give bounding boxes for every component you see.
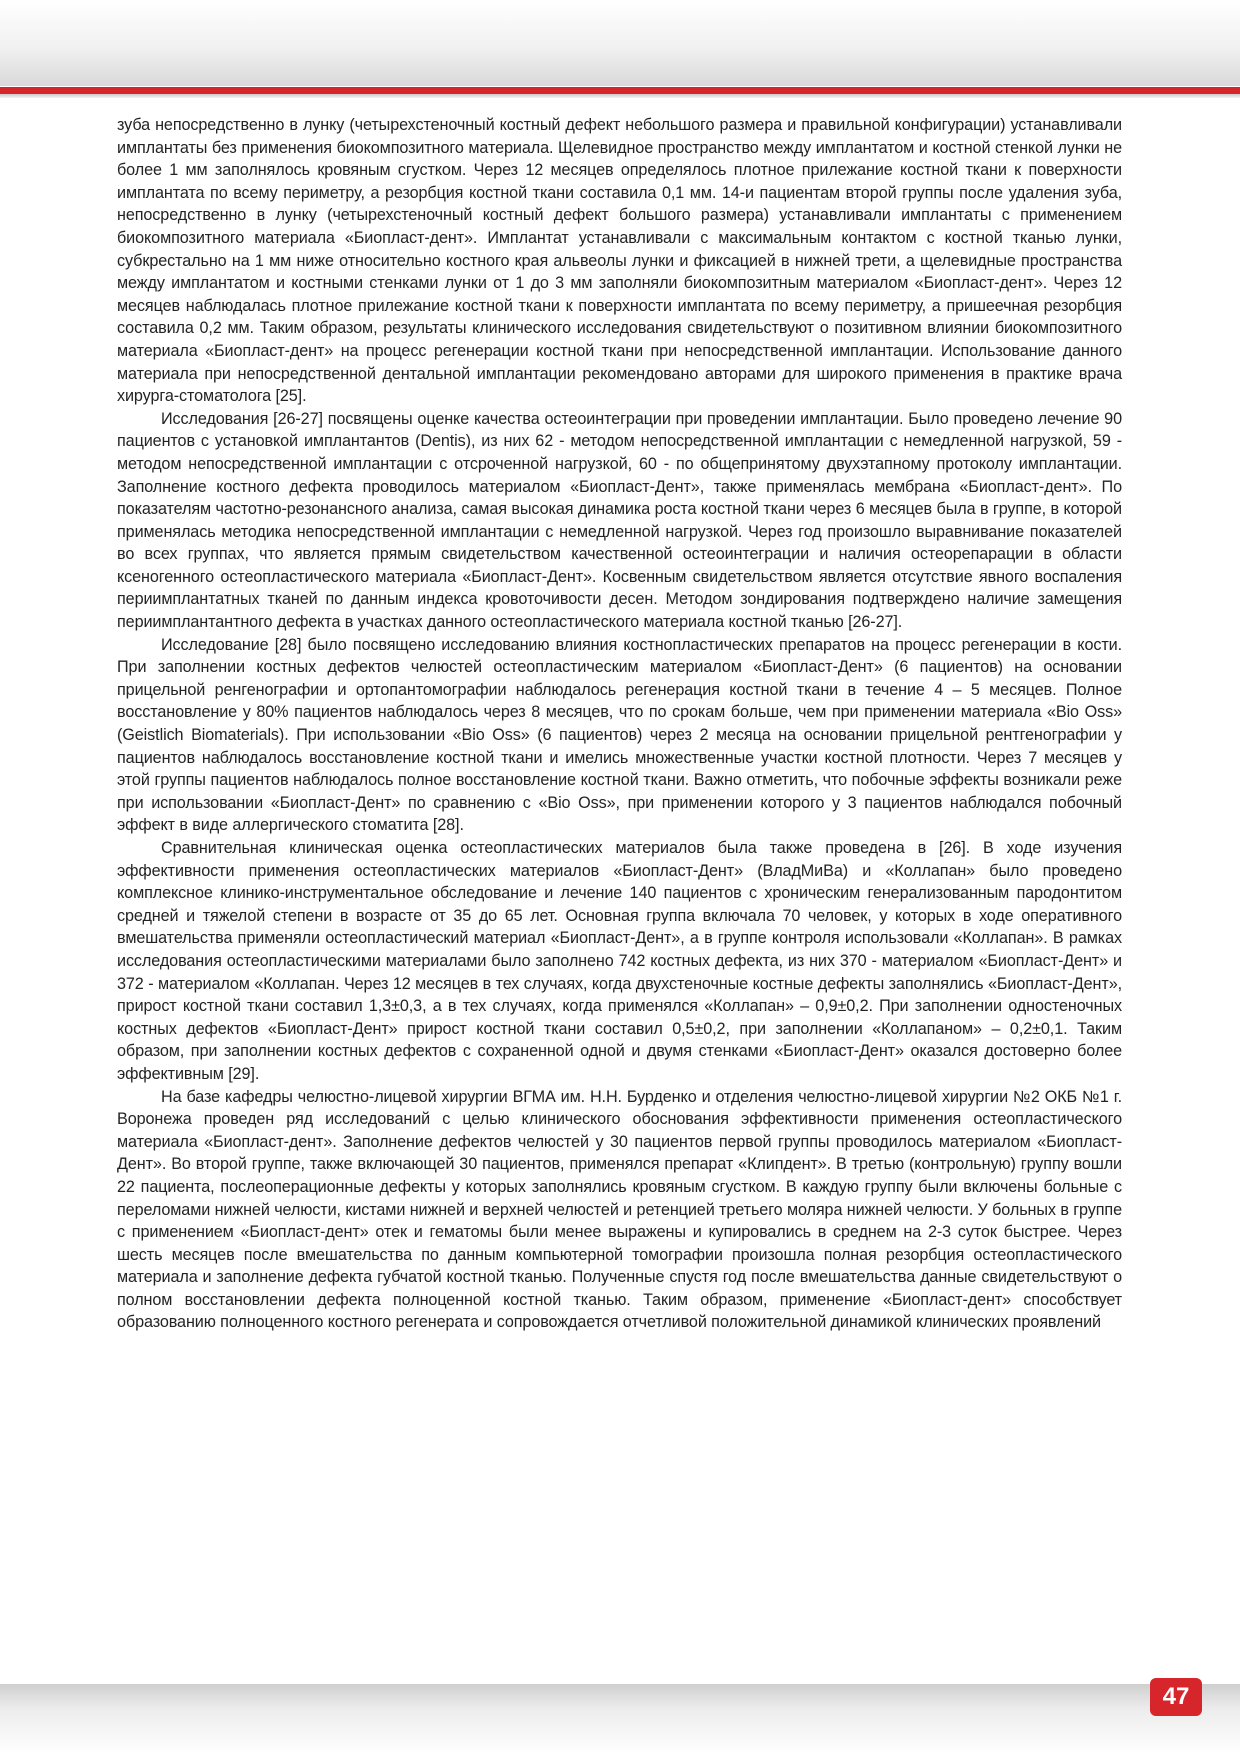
paragraph-4: Сравнительная клиническая оценка остеопластических материалов была также проведена в [26]. В ходе изучения эффективности применения остеопластических материалов «Биопласт-Дент» (ВладМиВа) и «Коллапан» было проведено комплексное клинико-инструментальное обследование и лечение 140 пациентов с хроническим генерализованным пародонтитом средней и тяжелой степени в возрасте от 35 до 65 лет. Основная группа включала 70 человек, у которых в ходе оперативного вмешательства применяли остеопластический материал «Биопласт-Дент», а в группе контроля использовали «Коллапан». В рамках исследования остеопластическими материалами было заполнено 742 костных дефекта, из них 370 - материалом «Биопласт-Дент» и 372 - материалом «Коллапан. Через 12 месяцев в тех случаях, когда двухстеночные костные дефекты заполнялись «Биопласт-Дент», прирост костной ткани составил 1,3±0,3, а в тех случаях, когда применялся «Коллапан» – 0,9±0,2. При заполнении одностеночных костных дефектов «Биопласт-Дент» прирост костной ткани составил 0,5±0,2, при заполнении «Коллапаном» – 0,2±0,1. Таким образом, при заполнении костных дефектов с сохраненной одной и двумя стенками «Биопласт-Дент» оказался достоверно более эффективным [29]. bbox=[117, 839, 1122, 1083]
header-band bbox=[0, 0, 1240, 86]
paragraph-5: На базе кафедры челюстно-лицевой хирургии ВГМА им. Н.Н. Бурденко и отделения челюстно-лицевой хирургии №2 ОКБ №1 г. Воронежа проведен ряд исследований с целью клинического обоснования эффективности применения остеопластического материала «Биопласт-дент». Заполнение дефектов челюстей у 30 пациентов первой группы проводилось материалом «Биопласт-Дент». Во второй группе, также включающей 30 пациентов, применялся препарат «Клипдент». В третью (контрольную) группу вошли 22 пациента, послеоперационные дефекты у которых заполнялись кровяным сгустком. В каждую группу были включены больные с переломами нижней челюсти, кистами нижней и верхней челюстей и ретенцией третьего моляра нижней челюсти. У больных в группе с применением «Биопласт-дент» отек и гематомы были менее выражены и купировались в среднем на 2-3 суток быстрее. Через шесть месяцев после вмешательства по данным компьютерной томографии произошла полная резорбция остеопластического материала и заполнение дефекта губчатой костной тканью. Полученные спустя год после вмешательства данные свидетельствуют о полном восстановлении дефекта полноценной костной тканью. Таким образом, применение «Биопласт-дент» способствует образованию полноценного костного регенерата и сопровождается отчетливой положительной динамикой клинических проявлений bbox=[117, 1087, 1122, 1332]
header-shadow bbox=[0, 94, 1240, 98]
paragraph-1: зуба непосредственно в лунку (четырехстеночный костный дефект небольшого размера и правильной конфигурации) устанавливали имплантаты без применения биокомпозитного материала. Щелевидное пространство между имплантатом и костной стенкой лунки не более 1 мм заполнялось кровяным сгустком. Через 12 месяцев определялось плотное прилежание костной ткани к поверхности имплантата по всему периметру, а резорбция костной ткани составила 0,1 мм. 14-и пациентам второй группы после удаления зуба, непосредственно в лунку (четырехстеночный костный дефект большого размера) устанавливали имплантаты с применением биокомпозитного материала «Биопласт-дент». Имплантат устанавливали с максимальным контактом с костной тканью лунки, субкрестально на 1 мм ниже относительно костного края альвеолы лунки и фиксацией в нижней трети, а щелевидные пространства между имплантатом и костными стенками лунки от 1 до 3 мм заполняли биокомпозитным материалом «Биопласт-дент». Через 12 месяцев наблюдалась плотное прилежание костной ткани к поверхности имплантата по всему периметру, а пришеечная резорбция составила 0,2 мм. Таким образом, результаты клинического исследования свидетельствуют о позитивном влиянии биокомпозитного материала «Биопласт-дент» на процесс регенерации костной ткани при непосредственной имплантации. Использование данного материала при непосредственной дентальной имплантации рекомендовано авторами для широкого применения в практике врача хирурга-стоматолога [25]. bbox=[117, 116, 1122, 406]
footer-band bbox=[0, 1684, 1240, 1754]
header-red-stripe bbox=[0, 87, 1240, 94]
page-number-badge: 47 bbox=[1150, 1678, 1202, 1716]
paragraph-2: Исследования [26-27] посвящены оценке качества остеоинтеграции при проведении имплантации. Было проведено лечение 90 пациентов с установкой имплантантов (Dentis), из них 62 - методом непосредственной имплантации с немедленной нагрузкой, 59 - методом непосредственной имплантации с отсроченной нагрузкой, 60 - по общепринятому двухэтапному протоколу имплантации. Заполнение костного дефекта проводилось материалом «Биопласт-Дент», также применялась мембрана «Биопласт-дент». По показателям частотно-резонансного анализа, самая высокая динамика роста костной ткани через 6 месяцев была в группе, в которой применялась методика непосредственной имплантации с немедленной нагрузкой. Через год произошло выравнивание показателей во всех группах, что является прямым свидетельством качественной остеоинтеграции и наличия остеорепарации в области ксеногенного остеопластического материала «Биопласт-Дент». Косвенным свидетельством является отсутствие явного воспаления периимплантатных тканей по данным индекса кровоточивости десен. Методом зондирования подтверждено наличие замещения периимплантантного дефекта в участках данного остеопластического материала костной тканью [26-27]. bbox=[117, 409, 1122, 632]
article-body bbox=[117, 114, 1122, 1334]
paragraph-3: Исследование [28] было посвящено исследованию влияния костнопластических препаратов на процесс регенерации в кости. При заполнении костных дефектов челюстей остеопластическим материалом «Биопласт-Дент» (6 пациентов) на основании прицельной ренгенографии и ортопантомографии наблюдалось регенерация костной ткани в течение 4 – 5 месяцев. Полное восстановление у 80% пациентов наблюдалось через 8 месяцев, что по срокам больше, чем при применении материала «Bio Oss» (Geistlich Biomaterials). При использовании «Bio Oss» (6 пациентов) через 2 месяца на основании прицельной рентгенографии у пациентов наблюдалось восстановление костной ткани и имелись множественные участки костной плотности. Через 7 месяцев у этой группы пациентов наблюдалось полное восстановление костной ткани. Важно отметить, что побочные эффекты возникали реже при использовании «Биопласт-Дент» по сравнению с «Bio Oss», при применении которого у 3 пациентов наблюдался побочный эффект в виде аллергического стоматита [28]. bbox=[117, 635, 1122, 835]
